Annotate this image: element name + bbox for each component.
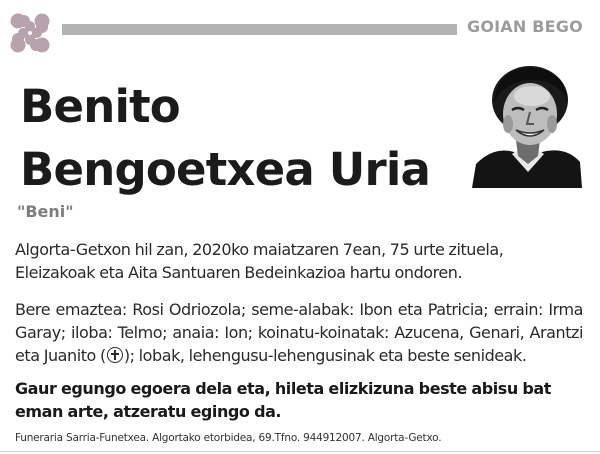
bottom-divider (0, 451, 600, 452)
header-title: GOIAN BEGO (467, 17, 583, 36)
deceased-surnames: Bengoetxea Uria (20, 143, 431, 196)
funeral-home-footer: Funeraria Sarria-Funetxea. Algortako etorbidea, 69.Tfno. 944912007. Algorta-Getxo. (15, 432, 442, 444)
family-list-text-end: ); lobak, lehengusu-lehengusinak eta beste senideak. (123, 346, 527, 365)
deceased-nickname: "Beni" (17, 202, 74, 221)
portrait-photo (472, 60, 582, 188)
deceased-first-name: Benito (20, 80, 180, 133)
funeral-notice: Gaur egungo egoera dela eta, hileta elizkizuna beste abisu bat eman arte, atzeratu egingo da. (15, 379, 551, 421)
header-bar (62, 24, 457, 35)
family-list (15, 298, 583, 367)
family-list-text: Bere emaztea: Rosi Odriozola; seme-alabak: Ibon eta Patricia; errain: Irma Garay; iloba: Telmo; anaia: Ion; koinatu-koinatak: Azucena, Genari, Arantzi eta Juanito ( (15, 300, 583, 365)
lauburu-icon (5, 8, 55, 58)
death-announcement: Algorta-Getxon hil zan, 2020ko maiatzaren 7ean, 75 urte zituela, Eleizakoak eta Aita Santuaren Bedeinkazioa hartu ondoren. (15, 240, 504, 282)
memorial-cross-icon (107, 347, 123, 363)
